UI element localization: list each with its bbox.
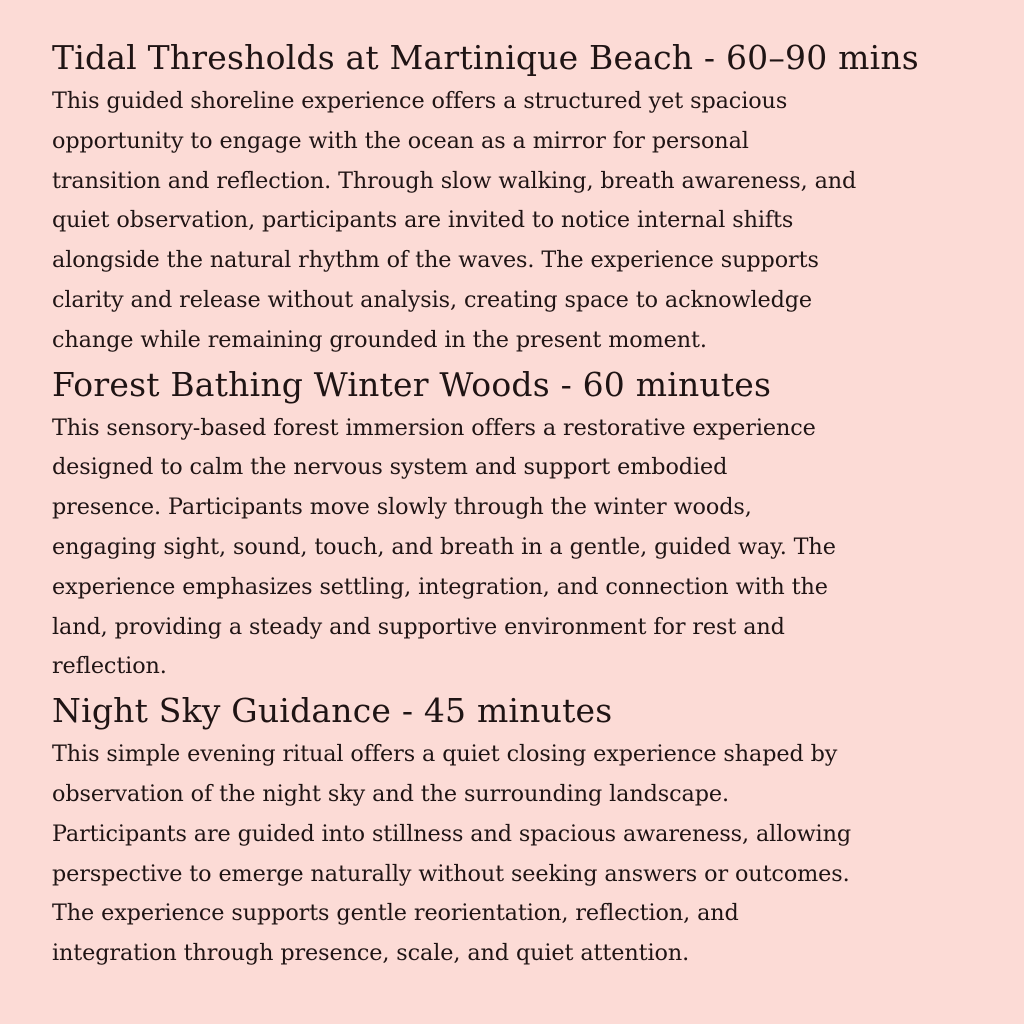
section-forest-bathing (52, 361, 984, 688)
section-title: Tidal Thresholds at Martinique Beach - 60–90 mins (52, 38, 919, 77)
description-line: perspective to emerge naturally without seeking answers or outcomes. (52, 860, 850, 887)
description-line: The experience supports gentle reorientation, reflection, and (52, 900, 739, 927)
description-line: quiet observation, participants are invited to notice internal shifts (52, 207, 794, 234)
section-description (52, 82, 982, 361)
description-line: land, providing a steady and supportive environment for rest and (52, 613, 785, 640)
description-line: presence. Participants move slowly through the winter woods, (52, 494, 752, 521)
description-line: change while remaining grounded in the present moment. (52, 326, 707, 353)
description-line: experience emphasizes settling, integration, and connection with the (52, 573, 828, 600)
section-tidal-thresholds (52, 34, 984, 361)
section-description (52, 409, 982, 688)
description-line: opportunity to engage with the ocean as a mirror for personal (52, 127, 749, 154)
section-title: Forest Bathing Winter Woods - 60 minutes (52, 364, 772, 404)
section-description (52, 735, 982, 974)
description-line: observation of the night sky and the surrounding landscape. (52, 780, 729, 807)
description-line: This simple evening ritual offers a quiet closing experience shaped by (52, 741, 838, 768)
description-line: engaging sight, sound, touch, and breath in a gentle, guided way. The (52, 533, 836, 560)
description-line: clarity and release without analysis, creating space to acknowledge (52, 286, 813, 313)
description-line: reflection. (52, 653, 167, 680)
description-line: transition and reflection. Through slow walking, breath awareness, and (52, 167, 857, 194)
description-line: alongside the natural rhythm of the waves. The experience supports (52, 247, 819, 274)
description-line: integration through presence, scale, and quiet attention. (52, 940, 690, 967)
section-night-sky-guidance (52, 687, 984, 974)
description-line: This sensory-based forest immersion offers a restorative experience (52, 414, 816, 441)
description-line: This guided shoreline experience offers a structured yet spacious (52, 88, 788, 114)
section-title: Night Sky Guidance - 45 minutes (52, 691, 613, 731)
description-line: Participants are guided into stillness and spacious awareness, allowing (52, 820, 852, 847)
description-line: designed to calm the nervous system and support embodied (52, 454, 728, 481)
